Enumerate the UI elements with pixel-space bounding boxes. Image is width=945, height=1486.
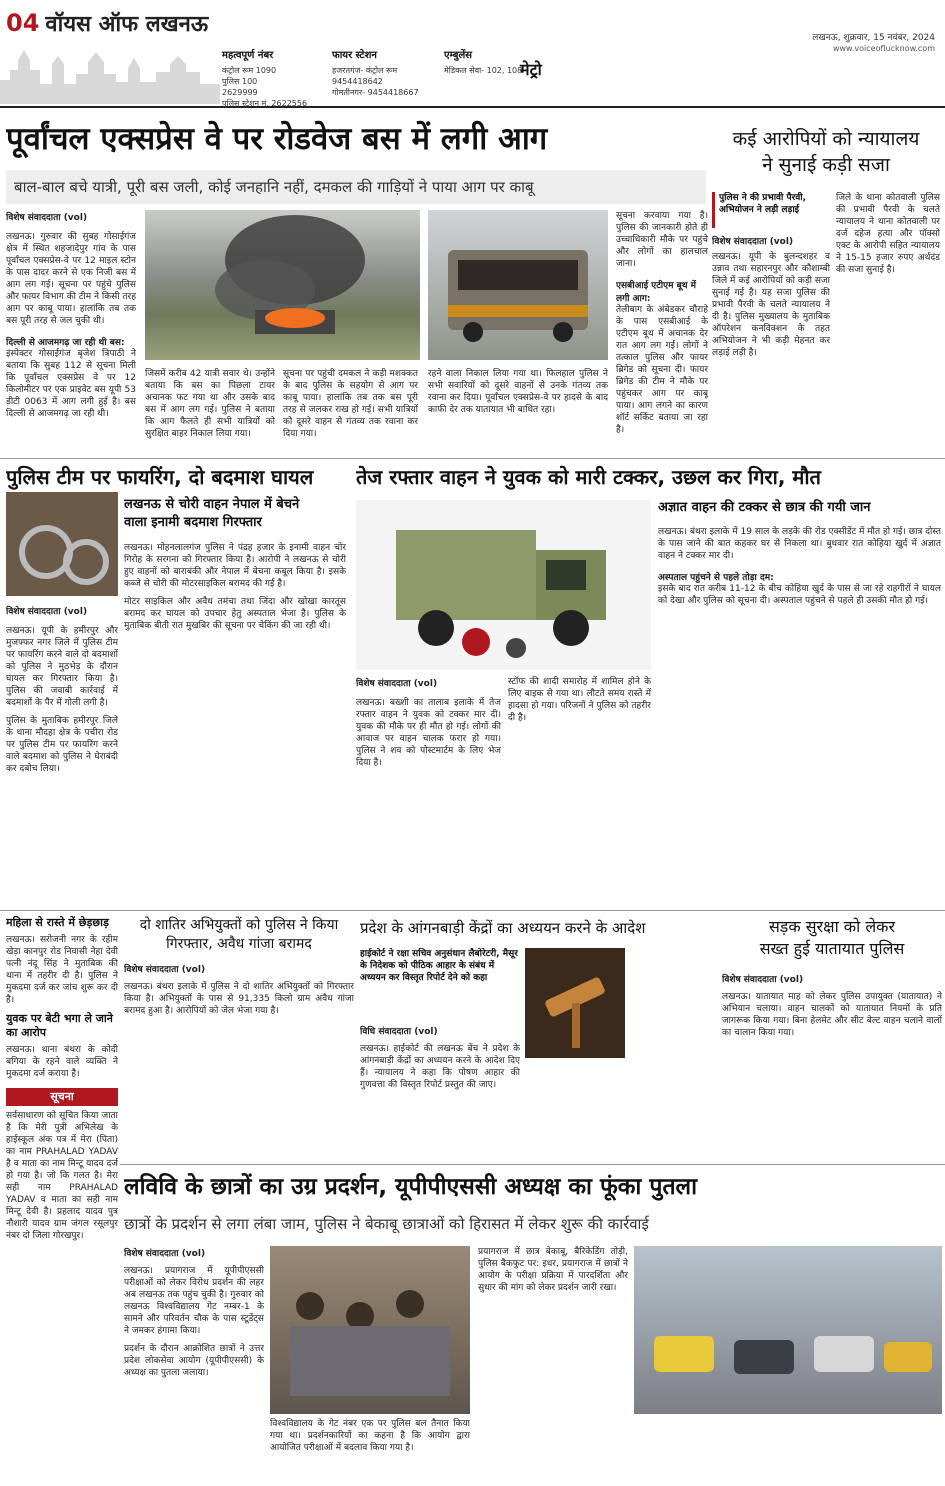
handcuff-icon bbox=[6, 492, 118, 596]
important-number: पुलिस 100 bbox=[222, 77, 258, 86]
dateline: लखनऊ, शुक्रवार, 15 नवंबर, 2024 bbox=[812, 33, 935, 43]
traffic-jam-photo bbox=[634, 1246, 942, 1414]
story6-body bbox=[658, 526, 941, 906]
story8-kicker: हाईकोर्ट ने रक्षा सचिव अनुसंधान लैबोरेटरी, मैसूर के निदेशक को पीठिक आहार के संबंध में अध्ययन कर विस्तृत रिपोर्ट देने को कहा bbox=[360, 949, 518, 983]
crime-photo bbox=[6, 492, 118, 596]
story-text: पुलिस के मुताबिक हमीरपुर जिले के थाना मौदहा क्षेत्र के पचीरा रोड पर पुलिस टीम पर फायरिंग करने वाले बदमाश को पुलिस ने घेराबंदी कर दबोच लिया। bbox=[6, 716, 118, 774]
important-number: कंट्रोल रूम 1090 bbox=[222, 66, 277, 75]
story-text: विश्वविद्यालय के गेट नंबर एक पर पुलिस बल तैनात किया गया था। प्रदर्शनकारियों का कहना है कि आयोग द्वारा आयोजित परीक्षाओं में बदलाव किया गया है। bbox=[270, 1419, 470, 1453]
ambulance-heading: एम्बुलेंस bbox=[444, 50, 473, 61]
story9-headline: सड़क सुरक्षा को लेकर सख्त हुई यातायात पुलिस bbox=[759, 917, 905, 958]
story10-col1 bbox=[124, 1246, 264, 1478]
story10-headline: लविवि के छात्रों का उग्र प्रदर्शन, यूपीपीएससी अध्यक्ष का फूंका पुतला bbox=[124, 1174, 698, 1200]
story1-subhead: बाल-बाल बचे यात्री, पूरी बस जली, कोई जनहानि नहीं, दमकल की गाड़ियों ने पाया आग पर काबू bbox=[6, 170, 706, 204]
sidebar-heading: युवक पर बेटी भगा ले जाने का आरोप bbox=[6, 1012, 113, 1039]
story2-col2 bbox=[836, 192, 940, 452]
burnt-bus-photo bbox=[428, 210, 608, 360]
story-text: तेलीबाग के अंबेडकर चौराहे के पास एसबीआई के एटीएम बूथ में अचानक देर रात आग लग गई। लोगों ने तत्काल पुलिस और फायर ब्रिगेड को सूचना दी। फायर ब्रिगेड की टीम ने मौके पर पहुंचकर आग पर काबू पाया। आग लगने का कारण शॉर्ट सर्किट बताया जा रहा है। bbox=[616, 305, 708, 435]
page-number: 04 bbox=[6, 9, 40, 37]
website: www.voiceoflucknow.com bbox=[832, 44, 935, 53]
ambulance-number: मेडिकल सेवा- 102, 108 bbox=[444, 66, 523, 75]
byline: विशेष संवाददाता (vol) bbox=[712, 237, 794, 247]
story10-subhead: छात्रों के प्रदर्शन से लगा लंबा जाम, पुलिस ने बेकाबू छात्राओं को हिरासत में लेकर शुरू की कार्रवाई bbox=[124, 1215, 649, 1233]
story5-col1 bbox=[356, 676, 501, 906]
smoke-plume-icon bbox=[145, 210, 420, 360]
sidebar-heading: महिला से रास्ते में छेड़छाड़ bbox=[6, 916, 109, 929]
story2-kicker: पुलिस ने की प्रभावी पैरवी, अभियोजन ने लड़ी लड़ाई bbox=[712, 192, 830, 228]
story4-col1 bbox=[124, 542, 346, 842]
fire-station-heading: फायर स्टेशन bbox=[332, 50, 377, 61]
masthead bbox=[0, 0, 945, 108]
story-text: लखनऊ। थाना बंथरा के कोदी बगिया के रहने वाले व्यक्ति ने मुकदमा दर्ज कराया है। bbox=[6, 1045, 118, 1079]
byline: विशेष संवाददाता (vol) bbox=[356, 679, 438, 689]
story2-col1 bbox=[712, 234, 830, 452]
notice-heading: सूचना bbox=[6, 1088, 118, 1106]
byline: विशेष संवाददाता (vol) bbox=[124, 965, 206, 975]
story-text: लखनऊ। यातायात माह को लेकर पुलिस उपायुक्त (यातायात) ने अभियान चलाया। वाहन चालकों को यातायात नियमों के प्रति जागरूक किया गया। बिना हेलमेट और सीट बेल्ट वाहन चलाने वालों का चालान किया गया। bbox=[722, 992, 942, 1038]
story1-col2 bbox=[145, 368, 275, 448]
story-text: लखनऊ। गुरुवार की सुबह गोसाईगंज क्षेत्र में स्थित शहजादेपुर गांव के पास पूर्वांचल एक्सप्रेस-वे पर 12 माइल स्टोन के पास दादर करने से एक निजी बस में आग लग गई। सूचना पर पहुंचे पुलिस और फायर विभाग की टीम ने किसी तरह आग पर काबू पाया। हालांकि तब तक बस पूरी तरह से जल चुकी थी। bbox=[6, 232, 136, 326]
story5-col2 bbox=[508, 676, 651, 906]
notice-text: सर्वसाधारण को सूचित किया जाता है कि मेरी पुत्री अभिलेख के हाईस्कूल अंक पत्र में मेरा (पिता) का नाम PRAHALAD YADAV है व माता का नाम मिन्टू यादव दर्ज हो गया है। जो कि गलत है। मेरा सही नाम PRAHALAD YADAV व माता का सही नाम मिन्टू देवी है। प्रहलाद यादव पुत्र नौशारी यादव ग्राम जंगल रसूलपुर नंबर दो जिला गोरखपुर। bbox=[6, 1111, 118, 1241]
story-text: लखनऊ। सरोजनी नगर के रहीम खेड़ा कानपुर रोड निवासी नेहा देवी पत्नी नंदू सिंह ने मुताबिक की थाना में तहरीर दी है। पुलिस ने मुकदमा दर्ज कर जांच शुरू कर दी है। bbox=[6, 935, 118, 1005]
story-text: इंस्पेक्टर गोसाईगंज बृजेश त्रिपाठी ने बताया कि सुबह 112 से सूचना मिली कि पूर्वांचल एक्सप्रेस वे पर 12 किलोमीटर पर एक प्राइवेट बस यूपी 53 डीटी 0063 में आग लगी हुई है। बस दिल्ली से आजमगढ़ जा रही थी। bbox=[6, 349, 136, 419]
story10-col3 bbox=[478, 1246, 628, 1478]
protest-photo bbox=[270, 1246, 470, 1414]
story-text: जिले के थाना कोतवाली पुलिस की प्रभावी पैरवी के चलते न्यायालय ने थाना कोतवाली पर दर्ज दहेज हत्या और पॉक्सो एक्ट के आरोपी सहित न्यायालय ने 15-15 हजार रुपए अर्थदंड की सजा सुनाई है। bbox=[836, 193, 940, 275]
story-text: रहने वाला निकाल लिया गया था। फिलहाल पुलिस ने सभी सवारियों को दूसरे वाहनों से उनके गंतव्य तक रवाना कर दिया। पूर्वांचल एक्सप्रेस-वे पर हादसे के बाद काफी देर तक यातायात भी बाधित रहा। bbox=[428, 369, 608, 415]
story1-col4 bbox=[428, 368, 608, 448]
story8-headline: प्रदेश के आंगनबाड़ी केंद्रों का अध्ययन करने के आदेश bbox=[360, 919, 646, 937]
story3-col1 bbox=[6, 604, 118, 914]
accident-illustration bbox=[356, 500, 651, 670]
story9-body bbox=[722, 972, 942, 1162]
story-text: स्टॉफ की शादी समारोह में शामिल होने के लिए बाइक से गया था। लौटते समय रास्ते में हादसा हो गया। परिजनों ने पुलिस को तहरीर दी है। bbox=[508, 677, 651, 723]
story-text: लखनऊ। प्रयागराज में यूपीपीएससी परीक्षाओं को लेकर विरोध प्रदर्शन की लहर अब लखनऊ तक पहुंच चुकी है। गुरुवार को लखनऊ विश्वविद्यालय गेट नम्बर-1 के सामने और परिवर्तन चौक के पास स्टूडेंट्स ने जमकर हंगामा किया। bbox=[124, 1266, 264, 1336]
divider bbox=[0, 910, 945, 911]
story-text: प्रयागराज में छात्र बेकाबू, बैरिकेडिंग तोड़ी, पुलिस बैकफुट पर: इधर, प्रयागराज में छात्रों ने आयोग के परीक्षा प्रक्रिया में पारदर्शिता और सुधार की मांग को लेकर प्रदर्शन जारी रखा। bbox=[478, 1247, 628, 1293]
section-label: मेट्रो bbox=[520, 60, 542, 79]
story-text: लखनऊ। यूपी के हमीरपुर और मुजफ्फर नगर जिले में पुलिस टीम पर फायरिंग करने वाले दो बदमाशों को पुलिस ने मुठभेड़ के दौरान घायल कर गिरफ्तार किया है। पुलिस की जवाबी कार्रवाई में बदमाशों के पैर में गोली लगी है। bbox=[6, 626, 118, 708]
story-text: प्रदर्शन के दौरान आक्रोशित छात्रों ने उत्तर प्रदेश लोकसेवा आयोग (यूपीपीएससी) के अध्यक्ष का पुतला जलाया। bbox=[124, 1344, 264, 1378]
newspaper-name: वॉयस ऑफ लखनऊ bbox=[45, 12, 209, 37]
story1-headline: पूर्वांचल एक्सप्रेस वे पर रोडवेज बस में लगी आग bbox=[6, 121, 548, 157]
story-text: लखनऊ। बंथरा इलाके में 19 साल के लड़के की रोड एक्सीडेंट में मौत हो गई। छात्र दोस्त के पास जाने की बात कहकर घर से निकला था। बुधवार रात कोहिया खुर्द में अज्ञात वाहन ने टक्कर मार दी। bbox=[658, 527, 941, 561]
important-numbers-heading: महत्वपूर्ण नंबर bbox=[222, 50, 274, 61]
story7-headline: दो शातिर अभियुक्तों को पुलिस ने किया गिरफ्तार, अवैध गांजा बरामद bbox=[139, 917, 339, 952]
story5-headline: तेज रफ्तार वाहन ने युवक को मारी टक्कर, उछल कर गिरा, मौत bbox=[356, 465, 821, 489]
fire-number: 9454418642 bbox=[332, 77, 383, 86]
byline: विशेष संवाददाता (vol) bbox=[6, 213, 88, 223]
story7-body bbox=[124, 962, 354, 1162]
story6-headline: अज्ञात वाहन की टक्कर से छात्र की गयी जान bbox=[658, 500, 871, 515]
bus-fire-photo bbox=[145, 210, 420, 360]
gavel-icon bbox=[525, 948, 625, 1058]
story8-body bbox=[360, 1024, 520, 1174]
story-text: लखनऊ। मोहनलालगंज पुलिस ने पंद्रह हजार के इनामी वाहन चोर गिरोह के सरगना को गिरफ्तार किया है। आरोपी ने लखनऊ से चोरी हुए वाहनों को बाराबंकी और नेपाल में बेचना कबूल किया है। इसके कब्जे से चोरी की मोटरसाइकिल बरामद की गई है। bbox=[124, 543, 346, 589]
story-text: मोटर साइकिल और अवैध तमंचा तथा जिंदा और खोखा कारतूस बरामद कर घायल को उपचार हेतु अस्पताल भेजा है। पुलिस के मुताबिक बीती रात मुखबिर की सूचना पर चेकिंग की जा रही थी। bbox=[124, 597, 346, 631]
fire-number: हजरतगंज- कंट्रोल रूम bbox=[332, 66, 398, 75]
divider bbox=[0, 458, 945, 459]
story2-headline: कई आरोपियों को न्यायालय ने सुनाई कड़ी सजा bbox=[732, 128, 920, 176]
divider bbox=[120, 1164, 945, 1165]
story4-headline: लखनऊ से चोरी वाहन नेपाल में बेचने वाला इनामी बदमाश गिरफ्तार bbox=[124, 497, 300, 530]
important-number: पुलिस स्टेशन मं. 2622556 bbox=[222, 99, 308, 108]
story-text: सूचना पर पहुंची दमकल ने कड़ी मशक्कत के बाद पुलिस के सहयोग से आग पर काबू पाया। हालांकि तब तक बस पूरी तरह से जलकर राख हो गई। सभी यात्रियों को दूसरे वाहन से गंतव्य तक रवाना कर दिया गया। bbox=[283, 369, 418, 439]
truck-icon bbox=[356, 500, 651, 670]
story-subhead: दिल्ली से आजमगढ़ जा रही थी बस: bbox=[6, 338, 125, 348]
story-text: लखनऊ। बख्शी का तालाब इलाके में तेज रफ्तार वाहन ने युवक को टक्कर मार दी। युवक की मौके पर ही मौत हो गई। लोगों की आवाज पर वाहन चालक फरार हो गया। पुलिस ने शव को पोस्टमार्टम के लिए भेज दिया है। bbox=[356, 698, 501, 768]
story-text: लखनऊ। हाईकोर्ट की लखनऊ बेंच ने प्रदेश के आंगनबाड़ी केंद्रों का अध्ययन करने के आदेश दिए हैं। न्यायालय ने कहा कि पोषण आहार की गुणवत्ता की विस्तृत रिपोर्ट प्रस्तुत की जाए। bbox=[360, 1044, 520, 1090]
story3-headline: पुलिस टीम पर फायरिंग, दो बदमाश घायल bbox=[6, 465, 314, 489]
bus-icon bbox=[428, 210, 608, 360]
important-number: 2629999 bbox=[222, 88, 258, 97]
crowd-icon bbox=[270, 1246, 470, 1414]
story1-col3 bbox=[283, 368, 418, 448]
sidebar bbox=[6, 916, 118, 1476]
lucknow-skyline-icon bbox=[0, 40, 220, 104]
story-text: इसके बाद रात करीब 11-12 के बीच कोहिया खुर्द के पास से जा रहे राहगीरों ने घायल को देखा और पुलिस को सूचना दी। अस्पताल पहुंचने से पहले ही उसकी मौत हो गई। bbox=[658, 584, 941, 606]
byline: विशेष संवाददाता (vol) bbox=[6, 607, 88, 617]
masthead-title bbox=[6, 8, 208, 38]
byline: विशेष संवाददाता (vol) bbox=[722, 975, 804, 985]
story-text: जिसमें करीब 42 यात्री सवार थे। उन्होंने बताया कि बस का पिछला टायर अचानक फट गया था और उसके बाद बस में आग लग गई। पुलिस ने बताया कि आग फैलते ही सभी यात्रियों को सुरक्षित बाहर निकाल लिया गया। bbox=[145, 369, 275, 439]
story-subhead: एसबीआई एटीएम बूथ में लगी आग: bbox=[616, 281, 697, 304]
story-text: लखनऊ। बंथरा इलाके में पुलिस ने दो शातिर अभियुक्तों को गिरफ्तार किया है। अभियुक्तों के पास से 91,335 किलो ग्राम अवैध गांजा बरामद हुआ है। आरोपियों को जेल भेजा गया है। bbox=[124, 982, 354, 1016]
byline: विशेष संवाददाता (vol) bbox=[124, 1249, 206, 1259]
story-subhead: अस्पताल पहुंचने से पहले तोड़ा दम: bbox=[658, 573, 774, 583]
story10-col2 bbox=[270, 1418, 470, 1478]
gavel-photo bbox=[525, 948, 625, 1058]
story-text: लखनऊ। यूपी के बुलन्दशहर व उन्नाव तथा सहारनपुर और कौशाम्बी जिले में कई आरोपियों को कड़ी सजा सुनाई गई है। यह सजा पुलिस की प्रभावी पैरवी के चलते न्यायालय ने दी है। पुलिस मुख्यालय के मुताबिक ऑपरेशन कनविक्शन के तहत अभियोजन ने भी कड़ी मेहनत कर लड़ाई लड़ी है। bbox=[712, 252, 830, 358]
fire-number: गोमतीनगर- 9454418667 bbox=[332, 88, 419, 97]
byline: विधि संवाददाता (vol) bbox=[360, 1027, 438, 1037]
traffic-icon bbox=[634, 1246, 942, 1414]
story-text: सूचना करवाया गया है। पुलिस की जानकारी होते ही उच्चाधिकारी मौके पर पहुंचे और लोगों का हालचाल जाना। bbox=[616, 211, 708, 269]
